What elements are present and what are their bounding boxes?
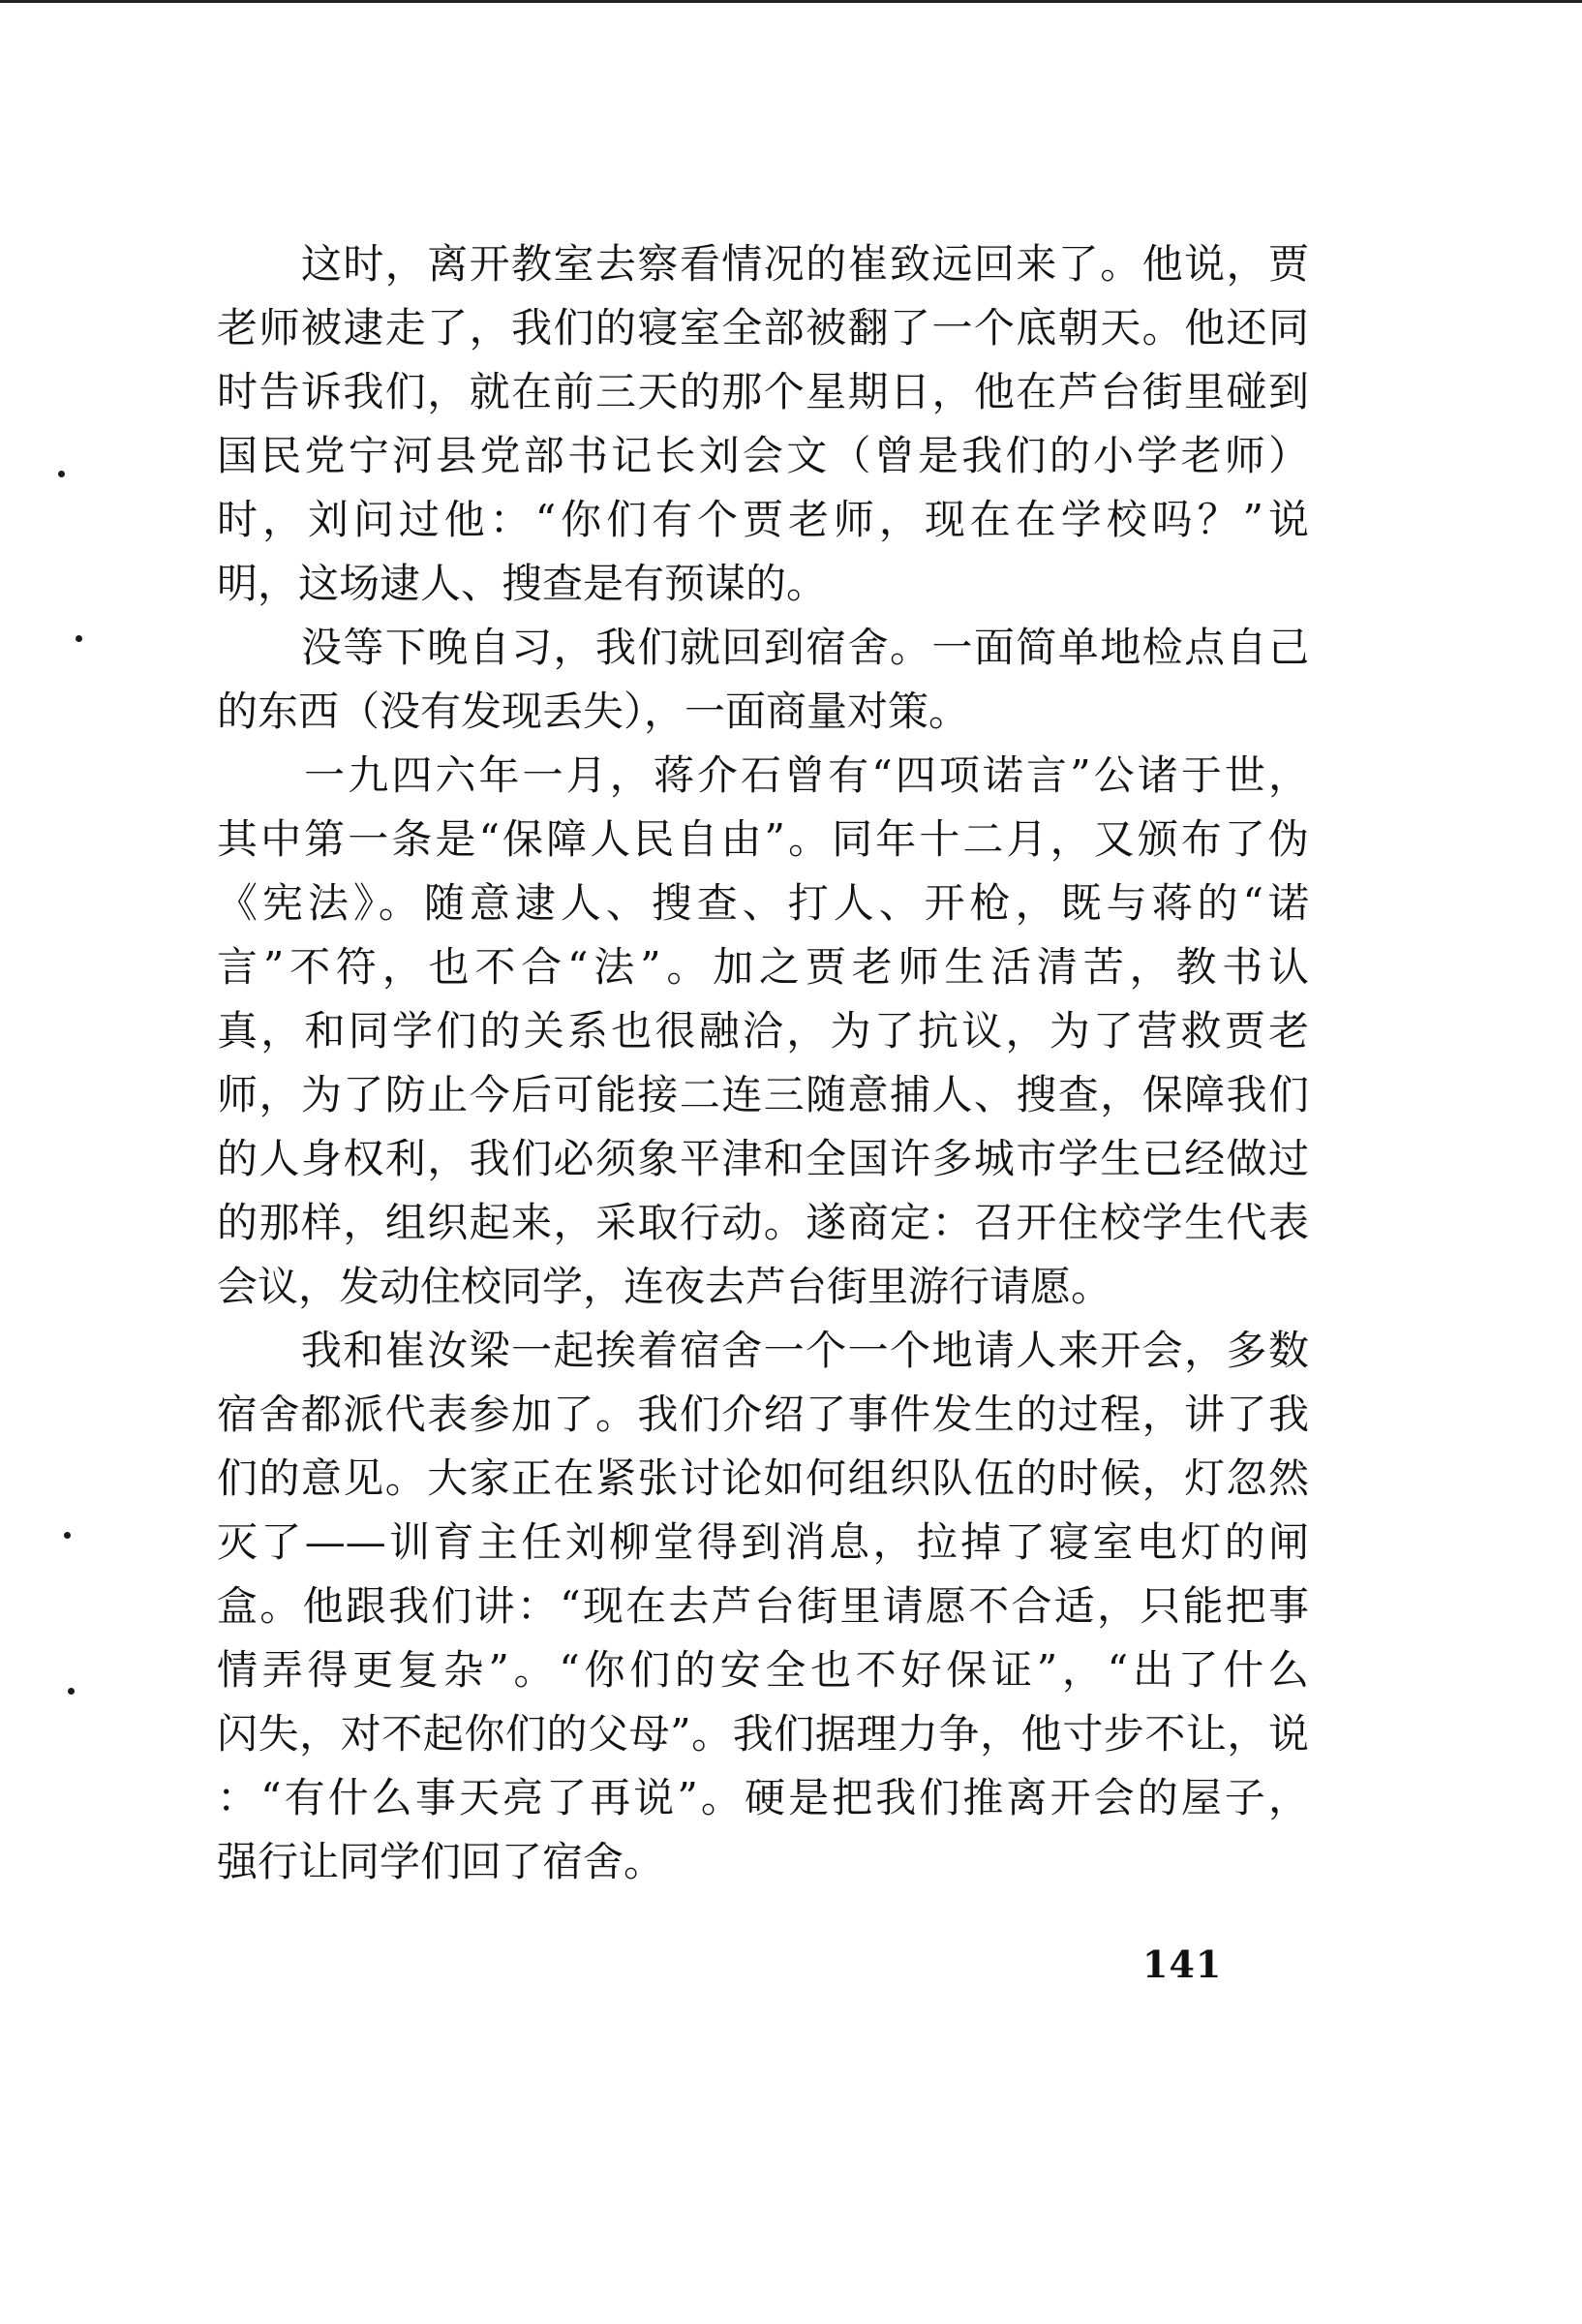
scan-speck xyxy=(76,635,82,642)
text-line: 这时，离开教室去察看情况的崔致远回来了。他说，贾 xyxy=(217,240,1309,288)
text-line: 真，和同学们的关系也很融洽，为了抗议，为了营救贾老 xyxy=(217,1007,1309,1055)
text-line: 时，刘问过他：“你们有个贾老师，现在在学校吗？”说 xyxy=(217,496,1309,543)
text-line: 的那样，组织起来，采取行动。遂商定：召开住校学生代表 xyxy=(217,1199,1309,1246)
page-body-text xyxy=(217,232,1309,1894)
text-line: 情弄得更复杂”。“你们的安全也不好保证”，“出了什么 xyxy=(217,1646,1309,1694)
scan-speck xyxy=(58,471,65,477)
text-line: 老师被逮走了，我们的寝室全部被翻了一个底朝天。他还同 xyxy=(217,304,1309,352)
text-line: 明，这场逮人、搜查是有预谋的。 xyxy=(217,560,828,607)
text-line: 一九四六年一月，蒋介石曾有“四项诺言”公诸于世， xyxy=(217,751,1309,799)
text-line: 时告诉我们，就在前三天的那个星期日，他在芦台街里碰到 xyxy=(217,368,1309,415)
text-line: 其中第一条是“保障人民自由”。同年十二月，又颁布了伪 xyxy=(217,815,1309,863)
text-line: 宿舍都派代表参加了。我们介绍了事件发生的过程，讲了我 xyxy=(217,1391,1309,1438)
scan-speck xyxy=(68,1688,75,1695)
text-line: 们的意见。大家正在紧张讨论如何组织队伍的时候，灯忽然 xyxy=(217,1454,1309,1502)
text-line: 会议，发动住校同学，连夜去芦台街里游行请愿。 xyxy=(217,1263,1112,1310)
text-line: 《宪法》。随意逮人、搜查、打人、开枪，既与蒋的“诺 xyxy=(217,879,1309,927)
text-line: 强行让同学们回了宿舍。 xyxy=(217,1838,665,1885)
text-line: ：“有什么事天亮了再说”。硬是把我们推离开会的屋子， xyxy=(217,1774,1309,1821)
text-line: 的人身权利，我们必须象平津和全国许多城市学生已经做过 xyxy=(217,1135,1309,1182)
scan-speck xyxy=(64,1532,71,1539)
text-line: 国民党宁河县党部书记长刘会文（曾是我们的小学老师） xyxy=(217,432,1309,479)
text-line: 盒。他跟我们讲：“现在去芦台街里请愿不合适，只能把事 xyxy=(217,1582,1309,1630)
scan-top-border xyxy=(0,0,1582,3)
text-line: 没等下晚自习，我们就回到宿舍。一面简单地检点自己 xyxy=(217,624,1309,671)
page-number: 141 xyxy=(1142,1942,1223,1986)
text-line: 我和崔汝梁一起挨着宿舍一个一个地请人来开会，多数 xyxy=(217,1327,1309,1374)
text-line: 师，为了防止今后可能接二连三随意捕人、搜查，保障我们 xyxy=(217,1071,1309,1118)
text-line: 言”不符，也不合“法”。加之贾老师生活清苦，教书认 xyxy=(217,943,1309,991)
text-line: 灭了——训育主任刘柳堂得到消息，拉掉了寝室电灯的闸 xyxy=(217,1518,1309,1566)
text-line: 闪失，对不起你们的父母”。我们据理力争，他寸步不让，说 xyxy=(217,1710,1309,1758)
text-line: 的东西（没有发现丢失），一面商量对策。 xyxy=(217,688,970,735)
